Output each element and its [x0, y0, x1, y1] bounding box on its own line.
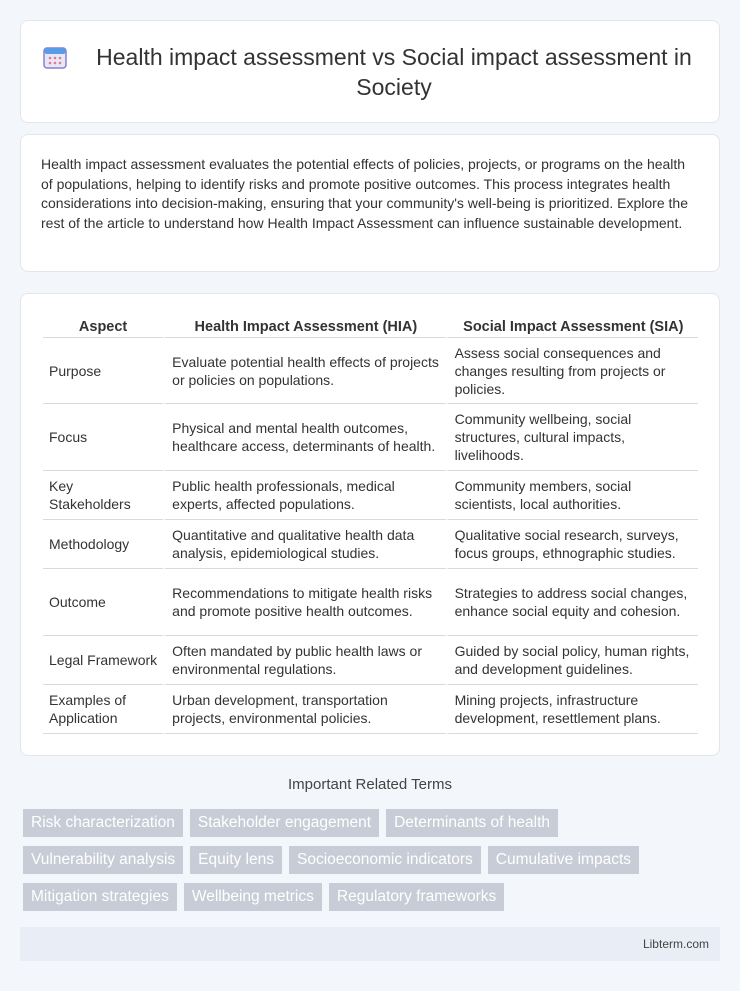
page-title: Health impact assessment vs Social impact assessment in Society: [96, 43, 692, 100]
table-row: [43, 636, 698, 685]
table-row: [43, 569, 698, 636]
related-terms-title: Important Related Terms: [288, 776, 452, 793]
comparison-table: [43, 314, 698, 734]
related-term-tag[interactable]: Cumulative impacts: [488, 846, 639, 874]
row-sia: Community wellbeing, social structures, cultural impacts, livelihoods.: [446, 404, 698, 471]
row-aspect: Focus: [43, 404, 163, 471]
related-terms-list: [23, 809, 723, 911]
header-sia: Social Impact Assessment (SIA): [446, 314, 698, 338]
header-hia: Health Impact Assessment (HIA): [163, 314, 445, 338]
related-term-tag[interactable]: Equity lens: [190, 846, 282, 874]
row-hia: Quantitative and qualitative health data analysis, epidemiological studies.: [163, 520, 445, 569]
row-aspect: Methodology: [43, 520, 163, 569]
row-aspect: Outcome: [43, 569, 163, 636]
row-sia: Assess social consequences and changes resulting from projects or policies.: [446, 338, 698, 404]
related-term-tag[interactable]: Vulnerability analysis: [23, 846, 183, 874]
row-hia: Urban development, transportation projects, environmental policies.: [163, 685, 445, 734]
row-sia: Community members, social scientists, local authorities.: [446, 471, 698, 520]
row-hia: Often mandated by public health laws or environmental regulations.: [163, 636, 445, 685]
table-row: [43, 685, 698, 734]
header-aspect: Aspect: [43, 314, 163, 338]
intro-card: [20, 134, 720, 272]
calendar-icon: [41, 43, 69, 71]
row-sia: Qualitative social research, surveys, focus groups, ethnographic studies.: [446, 520, 698, 569]
intro-text: Health impact assessment evaluates the potential effects of policies, projects, or programs on the health of populations, helping to identify risks and promote positive outcomes. This process integrates health considerations into decision-making, ensuring that your community's well-being is prioritized. Explore the rest of the article to understand how Health Impact Assessment can influence sustainable development.: [41, 156, 688, 231]
header-card: [20, 20, 720, 123]
row-aspect: Key Stakeholders: [43, 471, 163, 520]
related-term-tag[interactable]: Wellbeing metrics: [184, 883, 322, 911]
footer: [20, 927, 720, 961]
table-row: [43, 471, 698, 520]
table-row: [43, 338, 698, 404]
related-term-tag[interactable]: Stakeholder engagement: [190, 809, 379, 837]
row-sia: Guided by social policy, human rights, and development guidelines.: [446, 636, 698, 685]
row-hia: Recommendations to mitigate health risks and promote positive health outcomes.: [163, 569, 445, 636]
row-aspect: Purpose: [43, 338, 163, 404]
row-aspect: Examples of Application: [43, 685, 163, 734]
row-hia: Public health professionals, medical experts, affected populations.: [163, 471, 445, 520]
footer-brand-link[interactable]: Libterm.com: [642, 937, 709, 951]
table-header-row: [43, 314, 698, 338]
row-sia: Mining projects, infrastructure development, resettlement plans.: [446, 685, 698, 734]
related-term-tag[interactable]: Mitigation strategies: [23, 883, 177, 911]
related-term-tag[interactable]: Regulatory frameworks: [329, 883, 504, 911]
row-aspect: Legal Framework: [43, 636, 163, 685]
row-hia: Evaluate potential health effects of projects or policies on populations.: [163, 338, 445, 404]
table-row: [43, 404, 698, 471]
comparison-table-card: [20, 293, 720, 756]
related-term-tag[interactable]: Risk characterization: [23, 809, 183, 837]
row-sia: Strategies to address social changes, enhance social equity and cohesion.: [446, 569, 698, 636]
row-hia: Physical and mental health outcomes, healthcare access, determinants of health.: [163, 404, 445, 471]
related-term-tag[interactable]: Determinants of health: [386, 809, 558, 837]
table-row: [43, 520, 698, 569]
related-term-tag[interactable]: Socioeconomic indicators: [289, 846, 481, 874]
